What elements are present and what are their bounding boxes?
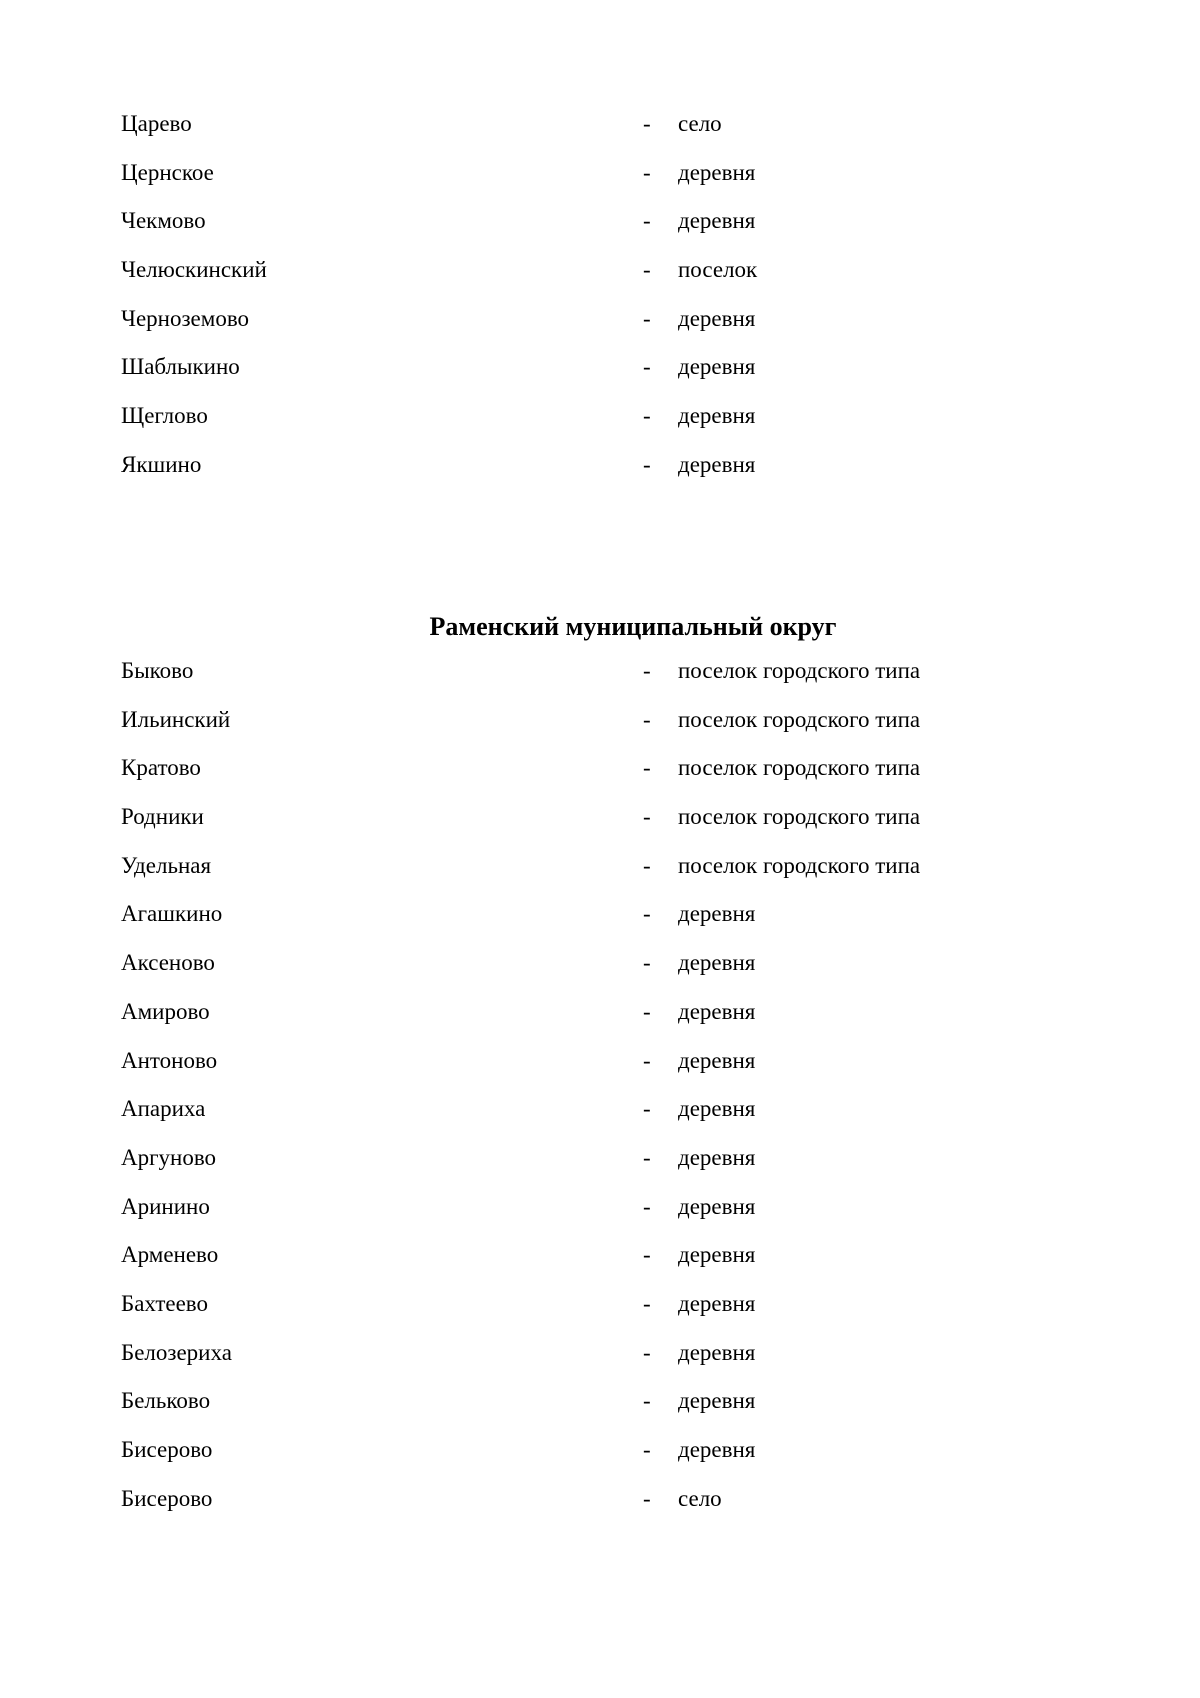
settlement-type: деревня [678, 1047, 756, 1073]
list-item [0, 1047, 1200, 1096]
settlement-type: поселок [678, 257, 758, 283]
settlement-type: поселок городского типа [678, 852, 921, 878]
settlement-type: деревня [678, 1290, 756, 1316]
settlement-name: Удельная [121, 852, 212, 878]
list-item [0, 451, 1200, 500]
settlement-name: Якшино [121, 451, 202, 477]
separator-dash: - [643, 208, 651, 234]
settlement-name: Аринино [121, 1193, 210, 1219]
separator-dash: - [643, 354, 651, 380]
settlement-type: деревня [678, 1242, 756, 1268]
settlement-list-top [0, 110, 1200, 500]
settlement-name: Цернское [121, 159, 214, 185]
separator-dash: - [643, 950, 651, 976]
separator-dash: - [643, 403, 651, 429]
settlement-type: село [678, 1485, 722, 1511]
separator-dash: - [643, 998, 651, 1024]
list-item [0, 657, 1200, 706]
separator-dash: - [643, 901, 651, 927]
settlement-type: деревня [678, 1339, 756, 1365]
settlement-type: деревня [678, 451, 756, 477]
separator-dash: - [643, 1193, 651, 1219]
list-item [0, 1241, 1200, 1290]
list-item [0, 706, 1200, 755]
settlement-type: поселок городского типа [678, 706, 921, 732]
list-item [0, 1290, 1200, 1339]
separator-dash: - [643, 1339, 651, 1365]
separator-dash: - [643, 658, 651, 683]
list-item [0, 305, 1200, 354]
settlement-name: Челюскинский [121, 257, 267, 283]
settlement-type: деревня [678, 159, 756, 185]
settlement-name: Щеглово [121, 403, 208, 429]
settlement-name: Аргуново [121, 1144, 217, 1170]
settlement-type: поселок городского типа [678, 804, 921, 830]
section-title: Раменский муниципальный округ [429, 611, 837, 641]
list-item [0, 1095, 1200, 1144]
settlement-name: Апариха [121, 1096, 206, 1122]
list-item [0, 1193, 1200, 1242]
settlement-name: Черноземово [121, 305, 250, 331]
settlement-name: Аксеново [121, 950, 215, 976]
list-item [0, 110, 1200, 159]
list-item [0, 1436, 1200, 1485]
list-item [0, 900, 1200, 949]
settlement-name: Кратово [121, 755, 201, 781]
settlement-name: Антоново [121, 1047, 218, 1073]
settlement-type: деревня [678, 403, 756, 429]
separator-dash: - [643, 451, 651, 477]
settlement-type: деревня [678, 354, 756, 380]
list-item [0, 256, 1200, 305]
separator-dash: - [643, 1290, 651, 1316]
settlement-name: Бисерово [121, 1437, 213, 1462]
settlement-name: Арменево [121, 1242, 219, 1268]
list-item [0, 754, 1200, 803]
separator-dash: - [643, 257, 651, 283]
list-item [0, 159, 1200, 208]
list-item [0, 949, 1200, 998]
settlement-type: деревня [678, 1437, 756, 1462]
separator-dash: - [643, 1388, 651, 1414]
settlement-type: деревня [678, 208, 756, 234]
separator-dash: - [643, 755, 651, 781]
separator-dash: - [643, 1242, 651, 1268]
list-item [0, 1485, 1200, 1534]
settlement-name: Родники [121, 804, 204, 830]
separator-dash: - [643, 111, 651, 136]
settlement-type: деревня [678, 998, 756, 1024]
separator-dash: - [643, 1047, 651, 1073]
settlement-name: Быково [121, 658, 194, 683]
list-item [0, 1339, 1200, 1388]
list-item [0, 1387, 1200, 1436]
settlement-type: деревня [678, 1193, 756, 1219]
settlement-name: Амирово [121, 998, 210, 1024]
settlement-name: Чекмово [121, 208, 206, 234]
settlement-type: деревня [678, 1388, 756, 1414]
list-item [0, 998, 1200, 1047]
settlement-type: поселок городского типа [678, 658, 921, 683]
list-item [0, 803, 1200, 852]
list-item [0, 207, 1200, 256]
settlement-name: Агашкино [121, 901, 223, 927]
settlement-name: Шаблыкино [121, 354, 240, 380]
separator-dash: - [643, 852, 651, 878]
settlement-type: деревня [678, 950, 756, 976]
settlement-name: Бельково [121, 1388, 211, 1414]
separator-dash: - [643, 305, 651, 331]
settlement-type: поселок городского типа [678, 755, 921, 781]
settlement-name: Бахтеево [121, 1290, 209, 1316]
settlement-name: Царево [121, 111, 192, 136]
list-item [0, 402, 1200, 451]
settlement-type: деревня [678, 901, 756, 927]
separator-dash: - [643, 159, 651, 185]
settlement-list-bottom [0, 657, 1200, 1533]
separator-dash: - [643, 706, 651, 732]
settlement-type: деревня [678, 1144, 756, 1170]
separator-dash: - [643, 1437, 651, 1462]
separator-dash: - [643, 1144, 651, 1170]
list-item [0, 353, 1200, 402]
list-item [0, 852, 1200, 901]
settlement-name: Ильинский [121, 706, 231, 732]
separator-dash: - [643, 804, 651, 830]
separator-dash: - [643, 1485, 651, 1511]
settlement-type: деревня [678, 1096, 756, 1122]
list-item [0, 1144, 1200, 1193]
settlement-name: Белозериха [121, 1339, 232, 1365]
separator-dash: - [643, 1096, 651, 1122]
settlement-name: Бисерово [121, 1485, 213, 1511]
settlement-type: деревня [678, 305, 756, 331]
settlement-type: село [678, 111, 722, 136]
